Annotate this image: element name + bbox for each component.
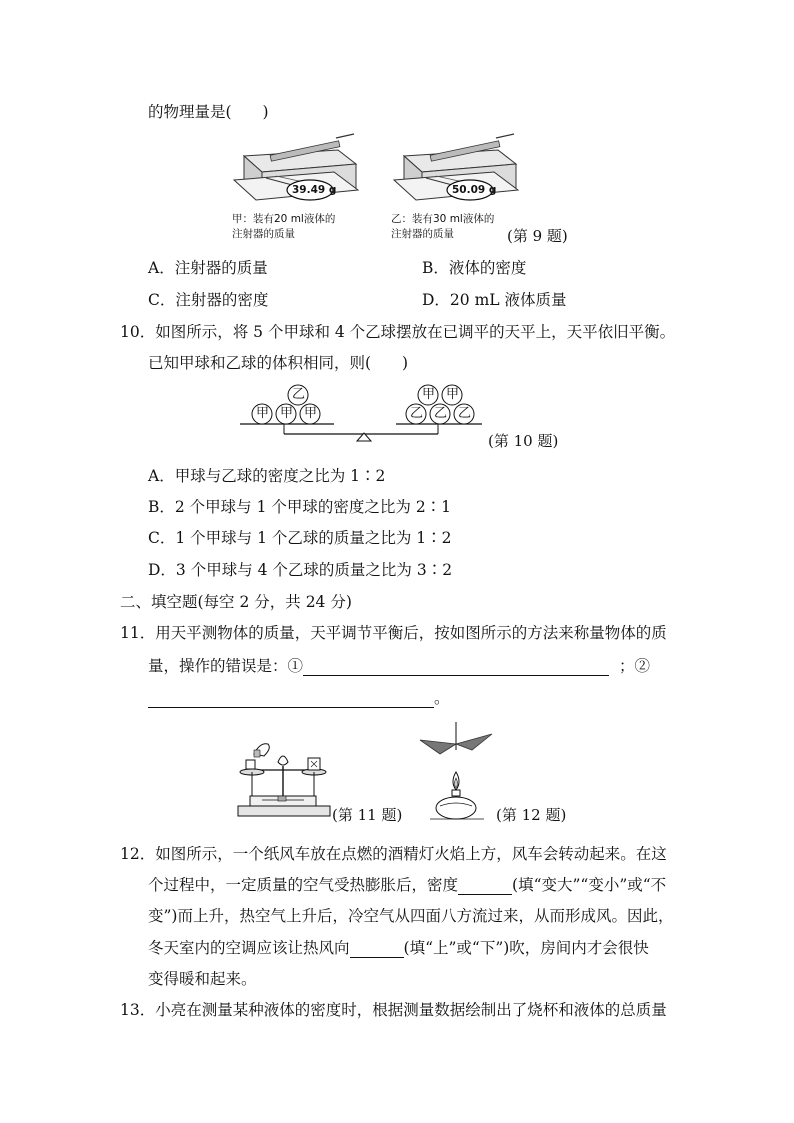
q13-line-1: 13．小亮在测量某种液体的密度时，根据测量数据绘制出了烧杯和液体的总质量 xyxy=(120,1001,667,1019)
ball-yi-right-1: 乙 xyxy=(410,406,424,421)
q12-line-2a: 个过程中，一定质量的空气受热膨胀后，密度 xyxy=(148,876,459,894)
q10-option-d[interactable]: D．3 个甲球与 4 个乙球的质量之比为 3∶2 xyxy=(148,561,453,579)
q11-stem-2b: ；② xyxy=(619,657,651,675)
section-title: 二、填空题(每空 2 分，共 24 分) xyxy=(120,593,352,611)
q12-line-2b: (填“变大”“变小”或“不 xyxy=(512,876,667,894)
q12-blank-1[interactable] xyxy=(458,878,512,895)
q10-option-a[interactable]: A．甲球与乙球的密度之比为 1∶2 xyxy=(148,467,386,485)
ball-jia-right-2: 甲 xyxy=(446,387,460,402)
q12-blank-2[interactable] xyxy=(350,941,404,958)
q10-option-c[interactable]: C．1 个甲球与 1 个乙球的质量之比为 1∶2 xyxy=(148,529,452,547)
ball-jia-left-3: 甲 xyxy=(304,406,318,421)
q10-stem-1: 10．如图所示，将 5 个甲球和 4 个乙球摆放在已调平的天平上，天平依旧平衡。 xyxy=(120,323,676,341)
ball-yi-left: 乙 xyxy=(292,387,306,402)
scale-jia-caption-2: 注射器的质量 xyxy=(232,228,295,240)
q11-blank-1[interactable] xyxy=(303,659,609,676)
q9-option-d[interactable]: D．20 mL 液体质量 xyxy=(422,291,567,309)
q12-line-1: 12．如图所示，一个纸风车放在点燃的酒精灯火焰上方，风车会转动起来。在这 xyxy=(120,845,667,863)
q9-stem-tail: 的物理量是( ) xyxy=(148,103,269,121)
q12-line-4b: (填“上”或“下”)吹，房间内才会很快 xyxy=(403,939,649,957)
q9-option-b[interactable]: B．液体的密度 xyxy=(422,259,527,277)
q9-option-c[interactable]: C．注射器的密度 xyxy=(148,291,269,309)
q12-figure xyxy=(416,720,502,822)
alcohol-lamp xyxy=(436,797,476,819)
ball-jia-left-2: 甲 xyxy=(280,406,294,421)
q11-stem-3-end: 。 xyxy=(434,689,450,707)
q12-line-4 xyxy=(148,938,649,958)
q12-figure-label: (第 12 题) xyxy=(496,806,567,824)
q11-stem-2 xyxy=(148,656,650,676)
ball-jia-right-1: 甲 xyxy=(422,387,436,402)
scale-yi-reading: 50.09 g xyxy=(452,184,497,196)
scale-jia-reading: 39.49 g xyxy=(292,184,337,196)
q12-line-5: 变得暖和起来。 xyxy=(148,970,257,988)
ball-jia-left-1: 甲 xyxy=(256,406,270,421)
ball-yi-right-3: 乙 xyxy=(458,406,472,421)
q12-line-3: 变”)而上升，热空气上升后，冷空气从四面八方流过来，从而形成风。因此， xyxy=(148,907,674,925)
q9-option-a[interactable]: A．注射器的质量 xyxy=(148,259,268,277)
q11-stem-3 xyxy=(148,688,450,708)
scale-yi-caption-1: 乙：装有30 ml液体的 xyxy=(391,213,495,225)
q11-stem-2a: 量，操作的错误是：① xyxy=(148,657,304,675)
q9-figure-label: (第 9 题) xyxy=(507,227,568,245)
q11-blank-2[interactable] xyxy=(148,691,434,708)
q11-figure-label: (第 11 题) xyxy=(332,806,403,824)
q10-option-b[interactable]: B．2 个甲球与 1 个甲球的密度之比为 2∶1 xyxy=(148,498,452,516)
q11-stem-1: 11．用天平测物体的质量，天平调节平衡后，按如图所示的方法来称量物体的质 xyxy=(120,624,667,642)
ball-yi-right-2: 乙 xyxy=(434,406,448,421)
q12-line-2 xyxy=(148,875,666,895)
q12-line-4a: 冬天室内的空调应该让热风向 xyxy=(148,939,350,957)
scale-jia-caption-1: 甲：装有20 ml液体的 xyxy=(232,213,336,225)
q10-stem-2: 已知甲球和乙球的体积相同，则( ) xyxy=(148,354,409,372)
q11-figure xyxy=(234,734,334,820)
scale-yi-caption-2: 注射器的质量 xyxy=(391,228,454,240)
q10-figure-label: (第 10 题) xyxy=(488,432,559,450)
